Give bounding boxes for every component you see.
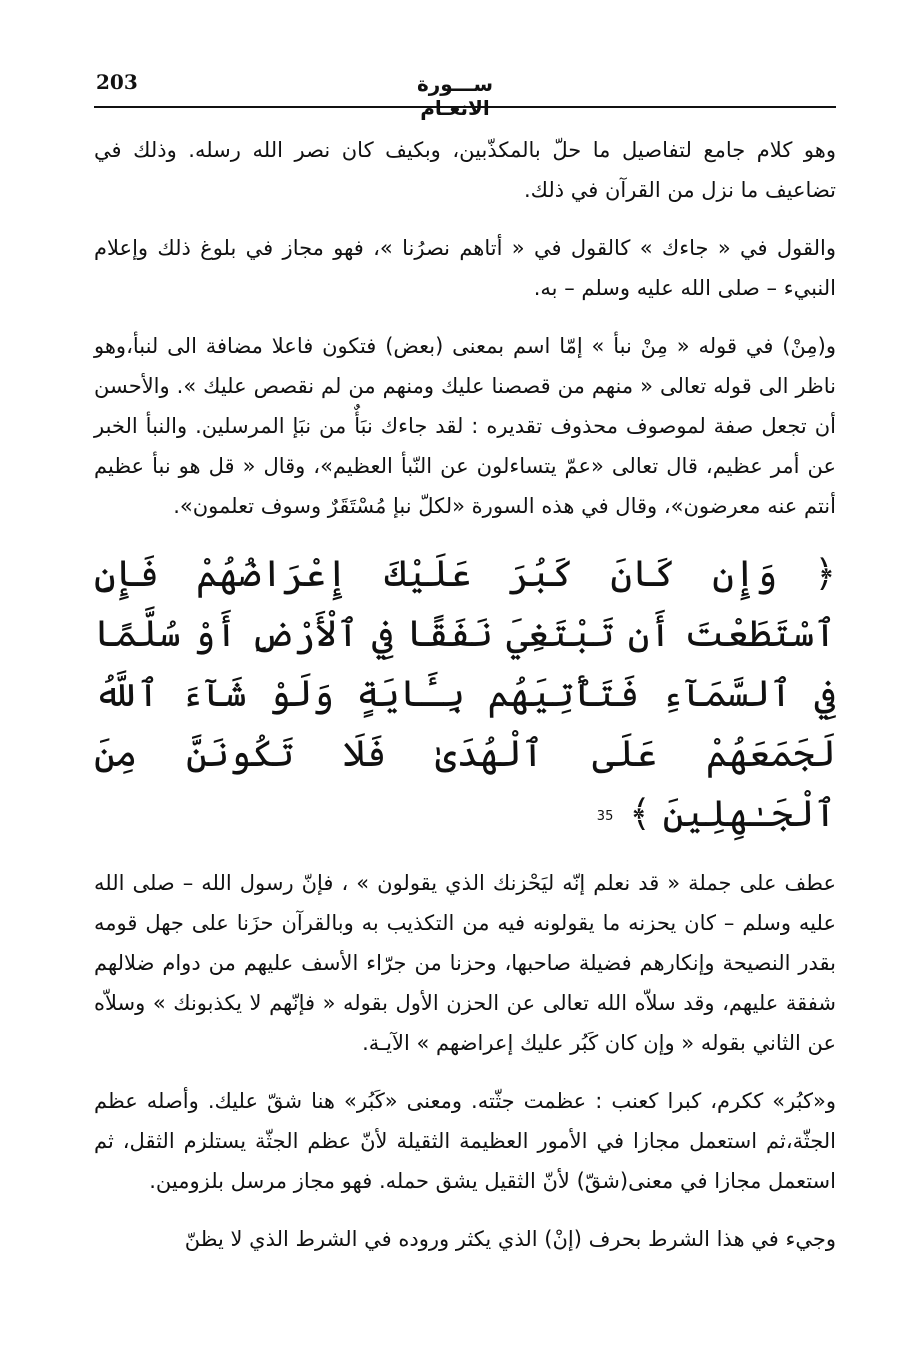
running-title: ســـورة الانعـام: [416, 72, 494, 120]
page-number: 203: [96, 70, 138, 94]
paragraph-1: وهو كلام جامع لتفاصيل ما حلّ بالمكذّبين، وبكيف كان نصر الله رسله. وذلك في تضاعيف ما نزل من القرآن في ذلك.: [94, 138, 836, 202]
verse-open-bracket: ﴿: [814, 552, 836, 595]
paragraph-3: و(مِنْ) في قوله « مِنْ نبأ » إمّا اسم بمعنى (بعض) فتكون فاعلا مضافة الى لنبأ،وهو ناظر الى قوله تعالى « منهم من قصصنا عليك ومنهم من لم نقصص عليك ». والأحسن أن تجعل صفة لموصوف محذوف تقديره : لقد جاءك نبَأٌ من نبَإ المرسلين. والنبأ الخبر عن أمر عظيم، قال تعالى «عمّ يتساءلون عن النّبأ العظيم»، وقال « قل هو نبأ عظيم أنتم عنه معرضون»، وقال في هذه السورة «لكلّ نبإ مُسْتَقَرٌ وسوف تعلمون».: [94, 334, 836, 518]
verse-close-bracket: ﴾: [629, 792, 651, 835]
commentary-paragraph-1: عطف على جملة « قد نعلم إنّه ليَحْزنك الذي يقولون » ، فإنّ رسول الله – صلى الله عليه وسلم – كان يحزنه ما يقولونه فيه من التكذيب به وبالقرآن حزَنا على جهل قومه بقدر النصيحة وإنكارهم فضيلة صاحبها، وحزنا من جرّاء الأسف عليهم من دوام ضلالهم شفقة عليهم، وقد سلاّه الله تعالى عن الحزن الأول بقوله « فإنّهم لا يكذبونك » وسلاّه عن الثاني بقوله « وإن كان كَبُر عليك إعراضهم » الآيـة.: [94, 870, 836, 1055]
verse-text: وَإِن كَانَ كَبُرَ عَلَيْكَ إِعْرَاضُهُمْ فَإِنِ ٱسْتَطَعْتَ أَن تَبْتَغِيَ نَفَقًا فِي ٱلْأَرْضِ أَوْ سُلَّمًا فِي ٱلسَّمَآءِ فَتَأْتِيَهُم بِـَٔايَةٍ وَلَوْ شَآءَ ٱللَّهُ لَجَمَعَهُمْ عَلَى ٱلْهُدَىٰ فَلَا تَكُونَنَّ مِنَ ٱلْجَـٰهِلِينَ: [94, 552, 836, 835]
verse-number: 35: [596, 808, 614, 824]
header-rule: [94, 106, 836, 108]
page-body: [94, 130, 836, 1259]
quran-verse: [94, 544, 836, 847]
commentary-paragraph-3: وجيء في هذا الشرط بحرف (إنْ) الذي يكثر وروده في الشرط الذي لا يظنّ: [184, 1226, 836, 1251]
paragraph-2: والقول في « جاءك » كالقول في « أتاهم نصرُنا »، فهو مجاز في بلوغ ذلك وإعلام النبيء – صلى الله عليه وسلم – به.: [94, 236, 836, 300]
commentary-paragraph-2: و«كبُر» ككرم، كبرا كعنب : عظمت جثّته. ومعنى «كَبُر» هنا شقّ عليك. وأصله عظم الجثّة،ثم استعمل مجازا في الأمور العظيمة الثقيلة لأنّ عظم الجثّة يستلزم الثقل، ثم استعمل مجازا في معنى(شقّ) لأنّ الثقيل يشق حمله. فهو مجاز مرسل بلزومين.: [94, 1088, 836, 1193]
